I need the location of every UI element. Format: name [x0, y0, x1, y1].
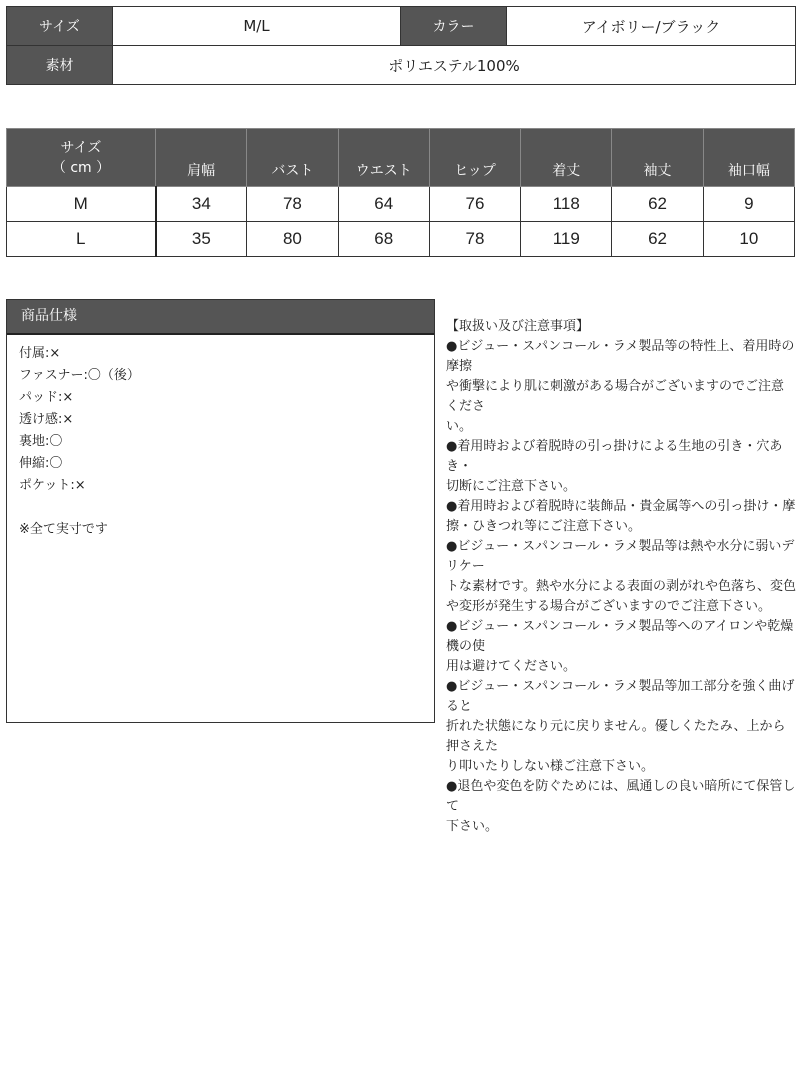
size-table-header	[7, 129, 795, 187]
care-note-line: り叩いたりしない様ご注意下さい。	[446, 759, 655, 774]
spec-item-accessory: 付属:×	[19, 346, 61, 361]
care-note-line: ●ビジュー・スパンコール・ラメ製品等へのアイロンや乾燥機の使	[446, 619, 794, 654]
size-header-line1: サイズ	[60, 139, 102, 156]
care-note-line: ●ビジュー・スパンコール・ラメ製品等の特性上、着用時の摩擦	[446, 339, 795, 374]
header-waist: ウエスト	[338, 129, 429, 187]
table-row	[7, 187, 795, 222]
table-cell: 64	[338, 187, 429, 222]
size-label: サイズ	[7, 7, 113, 46]
table-cell: 76	[429, 187, 520, 222]
care-note-line: ●着用時および着脱時に装飾品・貴金属等への引っ掛け・摩	[446, 499, 796, 514]
header-shoulder: 肩幅	[156, 129, 247, 187]
row-size: M	[7, 187, 156, 222]
size-table	[6, 128, 795, 257]
header-bust: バスト	[247, 129, 338, 187]
care-note-line: 切断にご注意下さい。	[446, 479, 577, 494]
size-header-line2: （ cm ）	[51, 159, 111, 176]
spec-item-lining: 裏地:〇	[19, 434, 63, 449]
care-notes-title: 【取扱い及び注意事項】	[446, 319, 590, 334]
spec-item-sheerness: 透け感:×	[19, 412, 74, 427]
care-notes	[446, 317, 796, 837]
table-cell: 68	[338, 222, 429, 257]
color-label: カラー	[401, 7, 507, 46]
table-cell: 10	[703, 222, 794, 257]
spec-item-pad: パッド:×	[19, 390, 74, 405]
care-note-line: 用は避けてください。	[446, 659, 577, 674]
table-row	[7, 222, 795, 257]
product-spec-title: 商品仕様	[7, 300, 434, 335]
material-value: ポリエステル100%	[113, 46, 796, 85]
material-label: 素材	[7, 46, 113, 85]
color-value: アイボリー/ブラック	[507, 7, 796, 46]
header-length: 着丈	[521, 129, 612, 187]
spec-item-stretch: 伸縮:〇	[19, 456, 63, 471]
size-header-cell	[7, 129, 156, 187]
table-cell: 34	[156, 187, 247, 222]
table-cell: 35	[156, 222, 247, 257]
care-note-line: い。	[446, 419, 473, 434]
table-cell: 62	[612, 222, 703, 257]
header-cuff-width: 袖口幅	[703, 129, 794, 187]
table-cell: 78	[247, 187, 338, 222]
size-value: M/L	[113, 7, 401, 46]
care-note-line: 下さい。	[446, 819, 499, 834]
care-note-line: ●ビジュー・スパンコール・ラメ製品等加工部分を強く曲げると	[446, 679, 795, 714]
row-size: L	[7, 222, 156, 257]
care-note-line: や衝撃により肌に刺激がある場合がございますのでご注意くださ	[446, 379, 785, 414]
table-cell: 80	[247, 222, 338, 257]
care-note-line: 擦・ひきつれ等にご注意下さい。	[446, 519, 642, 534]
care-note-line: トな素材です。熱や水分による表面の剥がれや色落ち、変色	[446, 579, 796, 594]
care-note-line: ●着用時および着脱時の引っ掛けによる生地の引き・穴あき・	[446, 439, 783, 474]
table-cell: 119	[521, 222, 612, 257]
care-note-line: 折れた状態になり元に戻りません。優しくたたみ、上から押さえた	[446, 719, 786, 754]
table-cell: 9	[703, 187, 794, 222]
header-hip: ヒップ	[429, 129, 520, 187]
measurement-note: ※全て実寸です	[19, 522, 108, 537]
spec-item-pocket: ポケット:×	[19, 478, 86, 493]
care-note-line: ●退色や変色を防ぐためには、風通しの良い暗所にて保管して	[446, 779, 796, 814]
product-spec-list	[7, 335, 434, 541]
header-sleeve-length: 袖丈	[612, 129, 703, 187]
care-note-line: や変形が発生する場合がございますのでご注意下さい。	[446, 599, 772, 614]
product-spec-box	[6, 299, 435, 723]
care-note-line: ●ビジュー・スパンコール・ラメ製品等は熱や水分に弱いデリケー	[446, 539, 795, 574]
table-cell: 78	[429, 222, 520, 257]
table-cell: 118	[521, 187, 612, 222]
spec-item-zipper: ファスナー:〇（後）	[19, 368, 140, 383]
spec-table	[6, 6, 795, 85]
table-cell: 62	[612, 187, 703, 222]
